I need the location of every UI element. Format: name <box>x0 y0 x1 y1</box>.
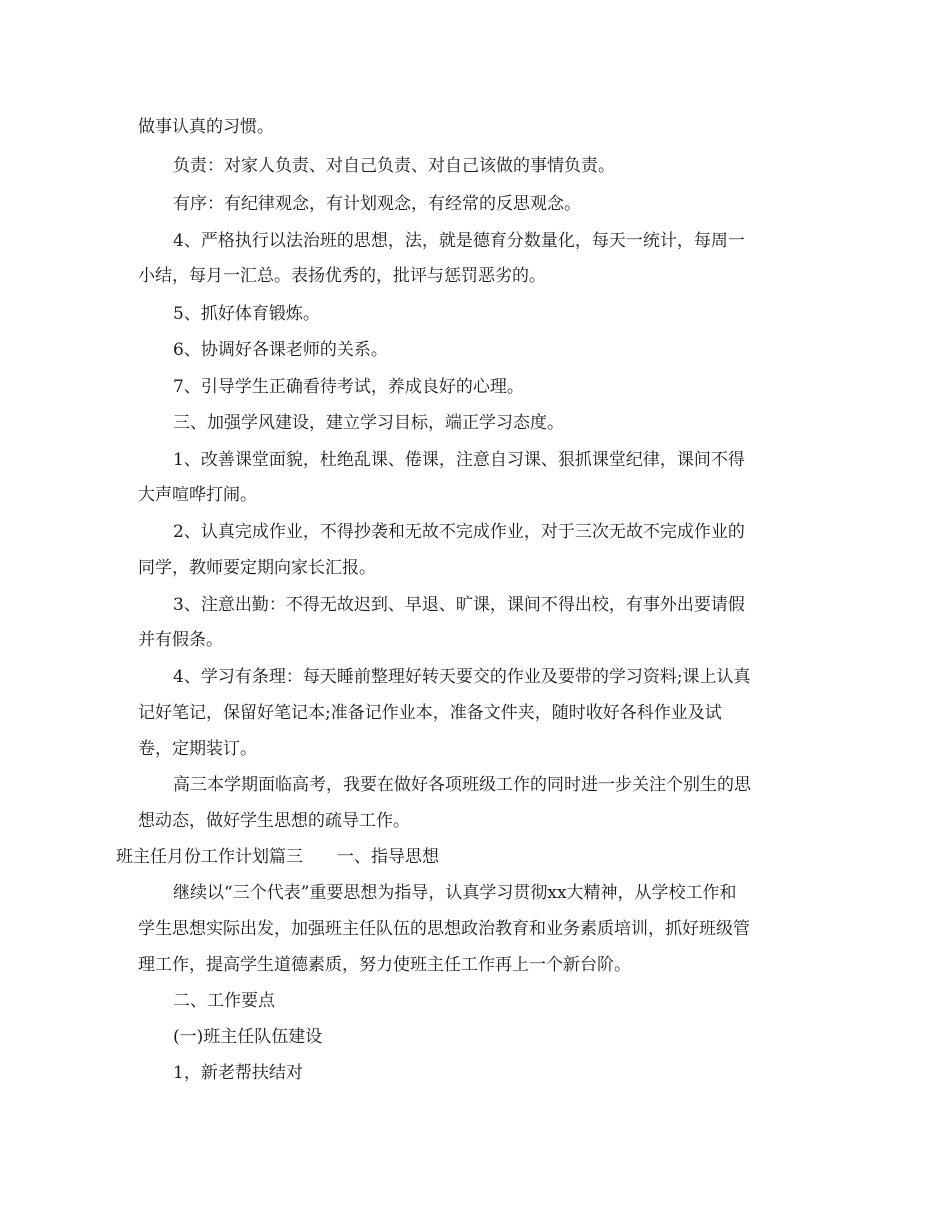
text-line-15: 并有假条。 <box>138 630 223 650</box>
text-line-6: 5、抓好体育锻炼。 <box>173 304 320 324</box>
text-line-13: 同学，教师要定期向家长汇报。 <box>138 558 376 578</box>
text-line-1: 做事认真的习惯。 <box>138 117 274 137</box>
text-line-20: 想动态，做好学生思想的疏导工作。 <box>138 811 410 831</box>
text-line-2: 负责：对家人负责、对自己负责、对自己该做的事情负责。 <box>173 156 615 176</box>
text-line-7: 6、协调好各课老师的关系。 <box>173 340 388 360</box>
text-line-27: 1，新老帮扶结对 <box>173 1063 303 1083</box>
text-line-16: 4、学习有条理：每天睡前整理好转天要交的作业及要带的学习资料;课上认真 <box>173 667 751 687</box>
text-line-3: 有序：有纪律观念，有计划观念，有经常的反思观念。 <box>173 194 581 214</box>
text-line-21: 班主任月份工作计划篇三 一、指导思想 <box>116 847 439 867</box>
text-line-18: 卷，定期装订。 <box>138 739 257 759</box>
text-line-5: 小结，每月一汇总。表扬优秀的，批评与惩罚恶劣的。 <box>138 266 546 286</box>
text-line-4: 4、严格执行以法治班的思想，法，就是德育分数量化，每天一统计，每周一 <box>173 231 745 251</box>
text-line-23: 学生思想实际出发，加强班主任队伍的思想政治教育和业务素质培训，抓好班级管 <box>138 919 750 939</box>
text-line-26: (一)班主任队伍建设 <box>173 1027 323 1047</box>
text-line-11: 大声喧哗打闹。 <box>138 485 257 505</box>
text-line-22: 继续以“三个代表”重要思想为指导，认真学习贯彻xx大精神，从学校工作和 <box>173 883 737 903</box>
text-line-8: 7、引导学生正确看待考试，养成良好的心理。 <box>173 377 524 397</box>
text-line-17: 记好笔记，保留好笔记本;准备记作业本，准备文件夹，随时收好各科作业及试 <box>138 703 722 723</box>
text-line-9: 三、加强学风建设，建立学习目标，端正学习态度。 <box>173 413 564 433</box>
text-line-25: 二、工作要点 <box>173 991 275 1011</box>
text-line-10: 1、改善课堂面貌，杜绝乱课、倦课，注意自习课、狠抓课堂纪律，课间不得 <box>173 450 745 470</box>
text-line-24: 理工作，提高学生道德素质，努力使班主任工作再上一个新台阶。 <box>138 955 631 975</box>
text-line-14: 3、注意出勤：不得无故迟到、早退、旷课，课间不得出校，有事外出要请假 <box>173 595 745 615</box>
text-line-12: 2、认真完成作业，不得抄袭和无故不完成作业，对于三次无故不完成作业的 <box>173 522 745 542</box>
text-line-19: 高三本学期面临高考，我要在做好各项班级工作的同时进一步关注个别生的思 <box>173 775 751 795</box>
